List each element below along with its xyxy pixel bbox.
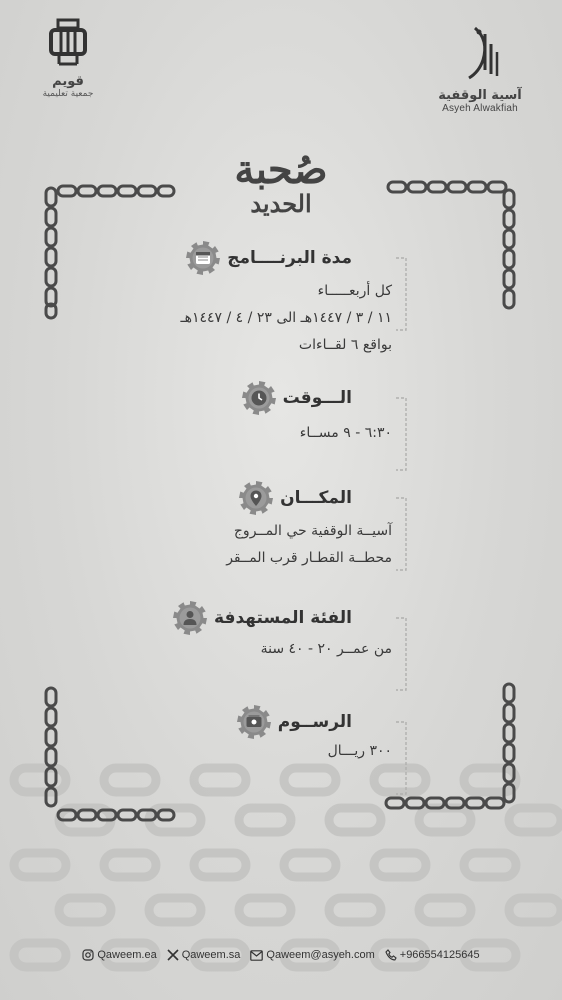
x-contact[interactable]	[167, 949, 241, 961]
detail-line: ٣٠٠ ريـــال	[327, 743, 392, 759]
mail-icon	[250, 950, 263, 961]
section-connector	[396, 494, 412, 574]
section-details	[328, 738, 392, 765]
section-label: الرســوم	[277, 712, 352, 732]
clock-icon	[241, 380, 277, 416]
chain-frame-bottom-left	[42, 686, 178, 826]
section-connector	[396, 394, 412, 474]
email-contact[interactable]	[250, 949, 374, 961]
detail-line: ١١ / ٣ / ١٤٤٧هـ الى ٢٣ / ٤ / ١٤٤٧هـ	[180, 310, 392, 326]
instagram-icon	[82, 949, 94, 961]
section-header	[238, 480, 352, 516]
section-details	[261, 636, 392, 663]
section-details	[300, 420, 392, 447]
title-line-1: صُحبة	[234, 146, 328, 193]
section-label: الفئة المستهدفة	[214, 608, 352, 628]
detail-line: من عمــر ٢٠ - ٤٠ سنة	[260, 641, 392, 657]
detail-line: ٦:٣٠ - ٩ مســاء	[299, 425, 392, 441]
section-connector	[396, 718, 412, 798]
section-connector	[396, 614, 412, 694]
location-pin-icon	[238, 480, 274, 516]
money-icon	[236, 704, 272, 740]
section-label: مدة البرنــــامج	[227, 248, 352, 268]
chain-frame-top-left	[42, 182, 178, 322]
contact-footer	[0, 945, 562, 965]
asyeh-logo	[420, 26, 540, 114]
section-header	[172, 600, 352, 636]
instagram-contact[interactable]	[82, 949, 156, 961]
user-icon	[172, 600, 208, 636]
qaweem-emblem-icon	[45, 18, 91, 70]
section-details	[226, 518, 392, 572]
x-icon	[167, 949, 179, 961]
detail-line: آسيــة الوقفية حي المــروج	[233, 523, 392, 539]
section-header	[185, 240, 352, 276]
section-connector	[396, 254, 412, 334]
title-line-2: الحديد	[250, 189, 312, 218]
section-label: المكـــان	[280, 488, 352, 508]
detail-line: محطــة القطـار قرب المــقر	[226, 550, 392, 566]
section-details	[180, 278, 392, 359]
email-address: Qaweem@asyeh.com	[266, 949, 375, 961]
qaweem-name-ar: قويم	[52, 74, 84, 89]
phone-icon	[385, 949, 397, 961]
phone-contact[interactable]	[385, 949, 480, 961]
section-label: الـــوقت	[282, 388, 352, 408]
section-header	[241, 380, 352, 416]
qaweem-logo	[28, 18, 108, 99]
asyeh-name-ar: آسية الوقفية	[438, 88, 522, 103]
detail-line: بواقع ٦ لقــاءات	[298, 337, 392, 353]
asyeh-emblem-icon	[455, 26, 505, 84]
x-handle: Qaweem.sa	[181, 949, 241, 961]
instagram-handle: Qaweem.ea	[97, 949, 157, 961]
section-header	[236, 704, 352, 740]
asyeh-name-en: Asyeh Alwakfiah	[442, 103, 518, 114]
calendar-icon	[185, 240, 221, 276]
phone-number: +966554125645	[399, 949, 480, 961]
detail-line: كل أربعـــــاء	[317, 283, 392, 299]
qaweem-sub-ar: جمعية تعليمية	[42, 89, 94, 99]
